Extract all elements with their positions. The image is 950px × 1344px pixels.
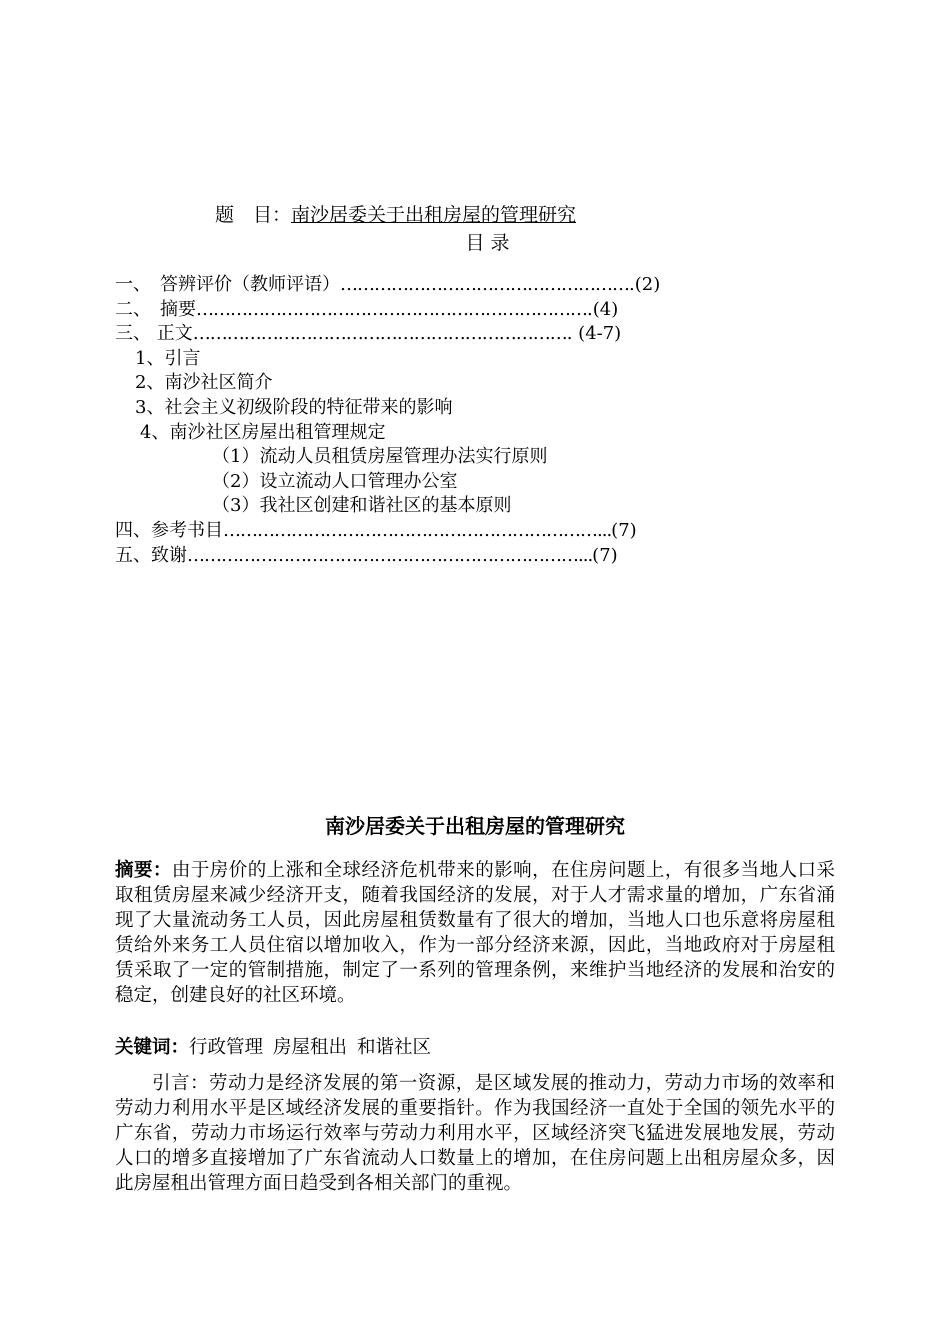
toc-item: 二、 摘要…………………………………………………………….(4) (115, 298, 619, 320)
keywords-line (115, 1033, 431, 1059)
toc-item: 2、南沙社区简介 (135, 372, 273, 394)
keywords-label: 关键词： (115, 1037, 190, 1058)
thesis-title-label: 题 目： (215, 204, 292, 226)
keyword: 和谐社区 (357, 1037, 432, 1058)
toc-heading: 目 录 (465, 232, 510, 254)
table-of-contents (115, 273, 660, 568)
abstract-paragraph (115, 858, 835, 1008)
toc-item: 三、 正文…………………………………………………………. (4-7) (115, 323, 622, 345)
abstract-text: 由于房价的上涨和全球经济危机带来的影响，在住房问题上，有很多当地人口采取租赁房屋来减少经济开支，随着我国经济的发展，对于人才需求量的增加，广东省涌现了大量流动务工人员，因此房屋租赁数量有了很大的增加，当地人口也乐意将房屋租赁给外来务工人员住宿以增加收入，作为一部分经济来源，因此，当地政府对于房屋租赁采取了一定的管制措施，制定了一系列的管理条例，来维护当地经济的发展和治安的稳定，创建良好的社区环境。 (115, 860, 835, 1006)
toc-item: 一、 答辨评价（教师评语）…………………………………………….(2) (115, 274, 661, 295)
thesis-title-line (215, 200, 576, 227)
toc-item: 4、南沙社区房屋出租管理规定 (140, 421, 386, 443)
toc-item: 四、参考书目…………………………………………………………...(7) (115, 519, 637, 541)
toc-item: （1）流动人员租赁房屋管理办法实行原则 (212, 446, 548, 468)
toc-item: 3、社会主义初级阶段的特征带来的影响 (135, 396, 453, 418)
thesis-title: 南沙居委关于出租房屋的管理研究 (291, 204, 577, 226)
abstract-label: 摘要： (115, 860, 172, 881)
toc-item: （2）设立流动人口管理办公室 (212, 470, 458, 492)
article-title: 南沙居委关于出租房屋的管理研究 (325, 814, 625, 838)
toc-item: （3）我社区创建和谐社区的基本原则 (212, 495, 512, 517)
toc-item: 五、致谢……………………………………………………………...(7) (115, 544, 618, 566)
intro-paragraph: 引言：劳动力是经济发展的第一资源，是区域发展的推动力，劳动力市场的效率和劳动力利用水平是区域经济发展的重要指针。作为我国经济一直处于全国的领先水平的广东省，劳动力市场运行效率与劳动力利用水平，区域经济突飞猛进发展地发展，劳动人口的增多直接增加了广东省流动人口数量上的增加，在住房问题上出租房屋众多，因此房屋租出管理方面日趋受到各相关部门的重视。 (115, 1073, 835, 1194)
toc-item: 1、引言 (135, 347, 201, 369)
keyword: 行政管理 (189, 1037, 264, 1058)
keyword: 房屋租出 (273, 1037, 348, 1058)
